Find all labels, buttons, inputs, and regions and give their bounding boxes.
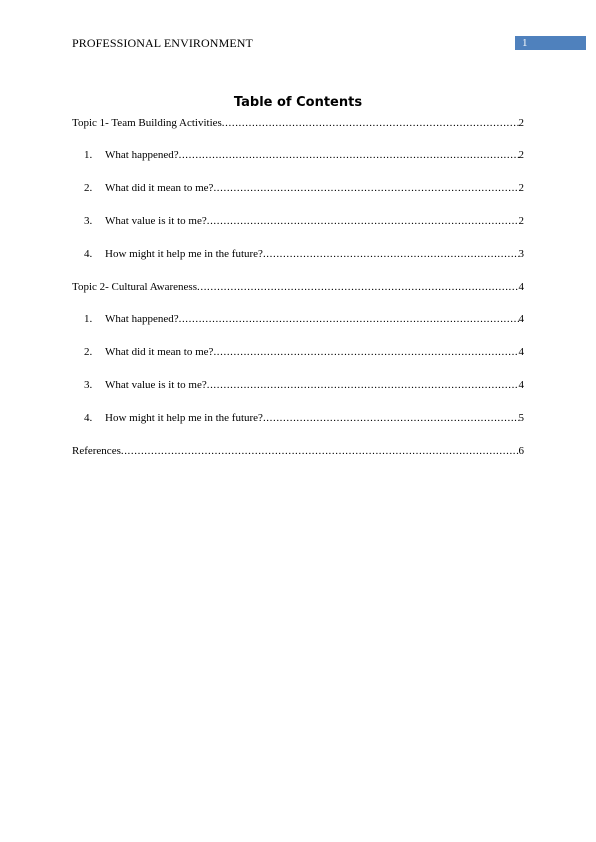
toc-entry-number: 1. — [84, 149, 93, 161]
toc-entry-number: 4. — [84, 248, 93, 260]
toc-entry-title: What happened? — [105, 149, 179, 161]
toc-entry-topic-2-what-value[interactable] — [84, 378, 524, 392]
toc-entry-page: 6 — [518, 445, 524, 457]
dot-leader — [213, 181, 518, 195]
toc-entry-title: What did it mean to me? — [105, 182, 214, 194]
toc-entry-page: 4 — [518, 313, 524, 325]
toc-entry-title: How might it help me in the future? — [105, 248, 263, 260]
dot-leader — [207, 378, 519, 392]
toc-entry-title: What value is it to me? — [105, 215, 207, 227]
toc-entry-number: 4. — [84, 412, 93, 424]
dot-leader — [263, 411, 519, 425]
toc-entry-title: How might it help me in the future? — [105, 412, 263, 424]
dot-leader — [197, 280, 519, 294]
toc-entry-title: References — [72, 445, 121, 457]
toc-entry-number: 2. — [84, 346, 93, 358]
toc-entry-page: 2 — [518, 149, 524, 161]
toc-entry-page: 5 — [518, 412, 524, 424]
toc-entry-number: 2. — [84, 182, 93, 194]
toc-heading: Table of Contents — [233, 95, 363, 110]
dot-leader — [207, 214, 519, 228]
toc-entry-title: What did it mean to me? — [105, 346, 214, 358]
toc-entry-title: Topic 1- Team Building Activities — [72, 117, 222, 129]
toc-entry-title: What happened? — [105, 313, 179, 325]
toc-entry-page: 4 — [518, 346, 524, 358]
toc-entry-topic-2-future[interactable] — [84, 411, 524, 425]
toc-entry-page: 4 — [518, 379, 524, 391]
toc-entry-number: 3. — [84, 215, 93, 227]
dot-leader — [179, 312, 519, 326]
dot-leader — [121, 444, 519, 458]
toc-entry-topic-2-what-did-it-mean[interactable] — [84, 345, 524, 359]
toc-entry-page: 2 — [518, 117, 524, 129]
toc-entry-title: What value is it to me? — [105, 379, 207, 391]
toc-entry-number: 3. — [84, 379, 93, 391]
toc-entry-topic-2[interactable] — [72, 280, 524, 294]
page-number: 1 — [522, 37, 528, 49]
toc-entry-topic-1-what-value[interactable] — [84, 214, 524, 228]
toc-entry-topic-1-what-happened[interactable] — [84, 148, 524, 162]
toc-entry-topic-1-what-did-it-mean[interactable] — [84, 181, 524, 195]
toc-entry-title: Topic 2- Cultural Awareness — [72, 281, 197, 293]
toc-entry-topic-1-future[interactable] — [84, 247, 524, 261]
toc-entry-page: 2 — [518, 182, 524, 194]
dot-leader — [179, 148, 519, 162]
toc-entry-page: 4 — [518, 281, 524, 293]
toc-entry-number: 1. — [84, 313, 93, 325]
toc-entry-page: 3 — [518, 248, 524, 260]
toc-entry-topic-2-what-happened[interactable] — [84, 312, 524, 326]
dot-leader — [263, 247, 519, 261]
dot-leader — [213, 345, 518, 359]
dot-leader — [222, 116, 519, 130]
toc-entry-topic-1[interactable] — [72, 116, 524, 130]
toc-entry-page: 2 — [518, 215, 524, 227]
running-header: PROFESSIONAL ENVIRONMENT — [72, 36, 253, 50]
toc-entry-references[interactable] — [72, 444, 524, 458]
